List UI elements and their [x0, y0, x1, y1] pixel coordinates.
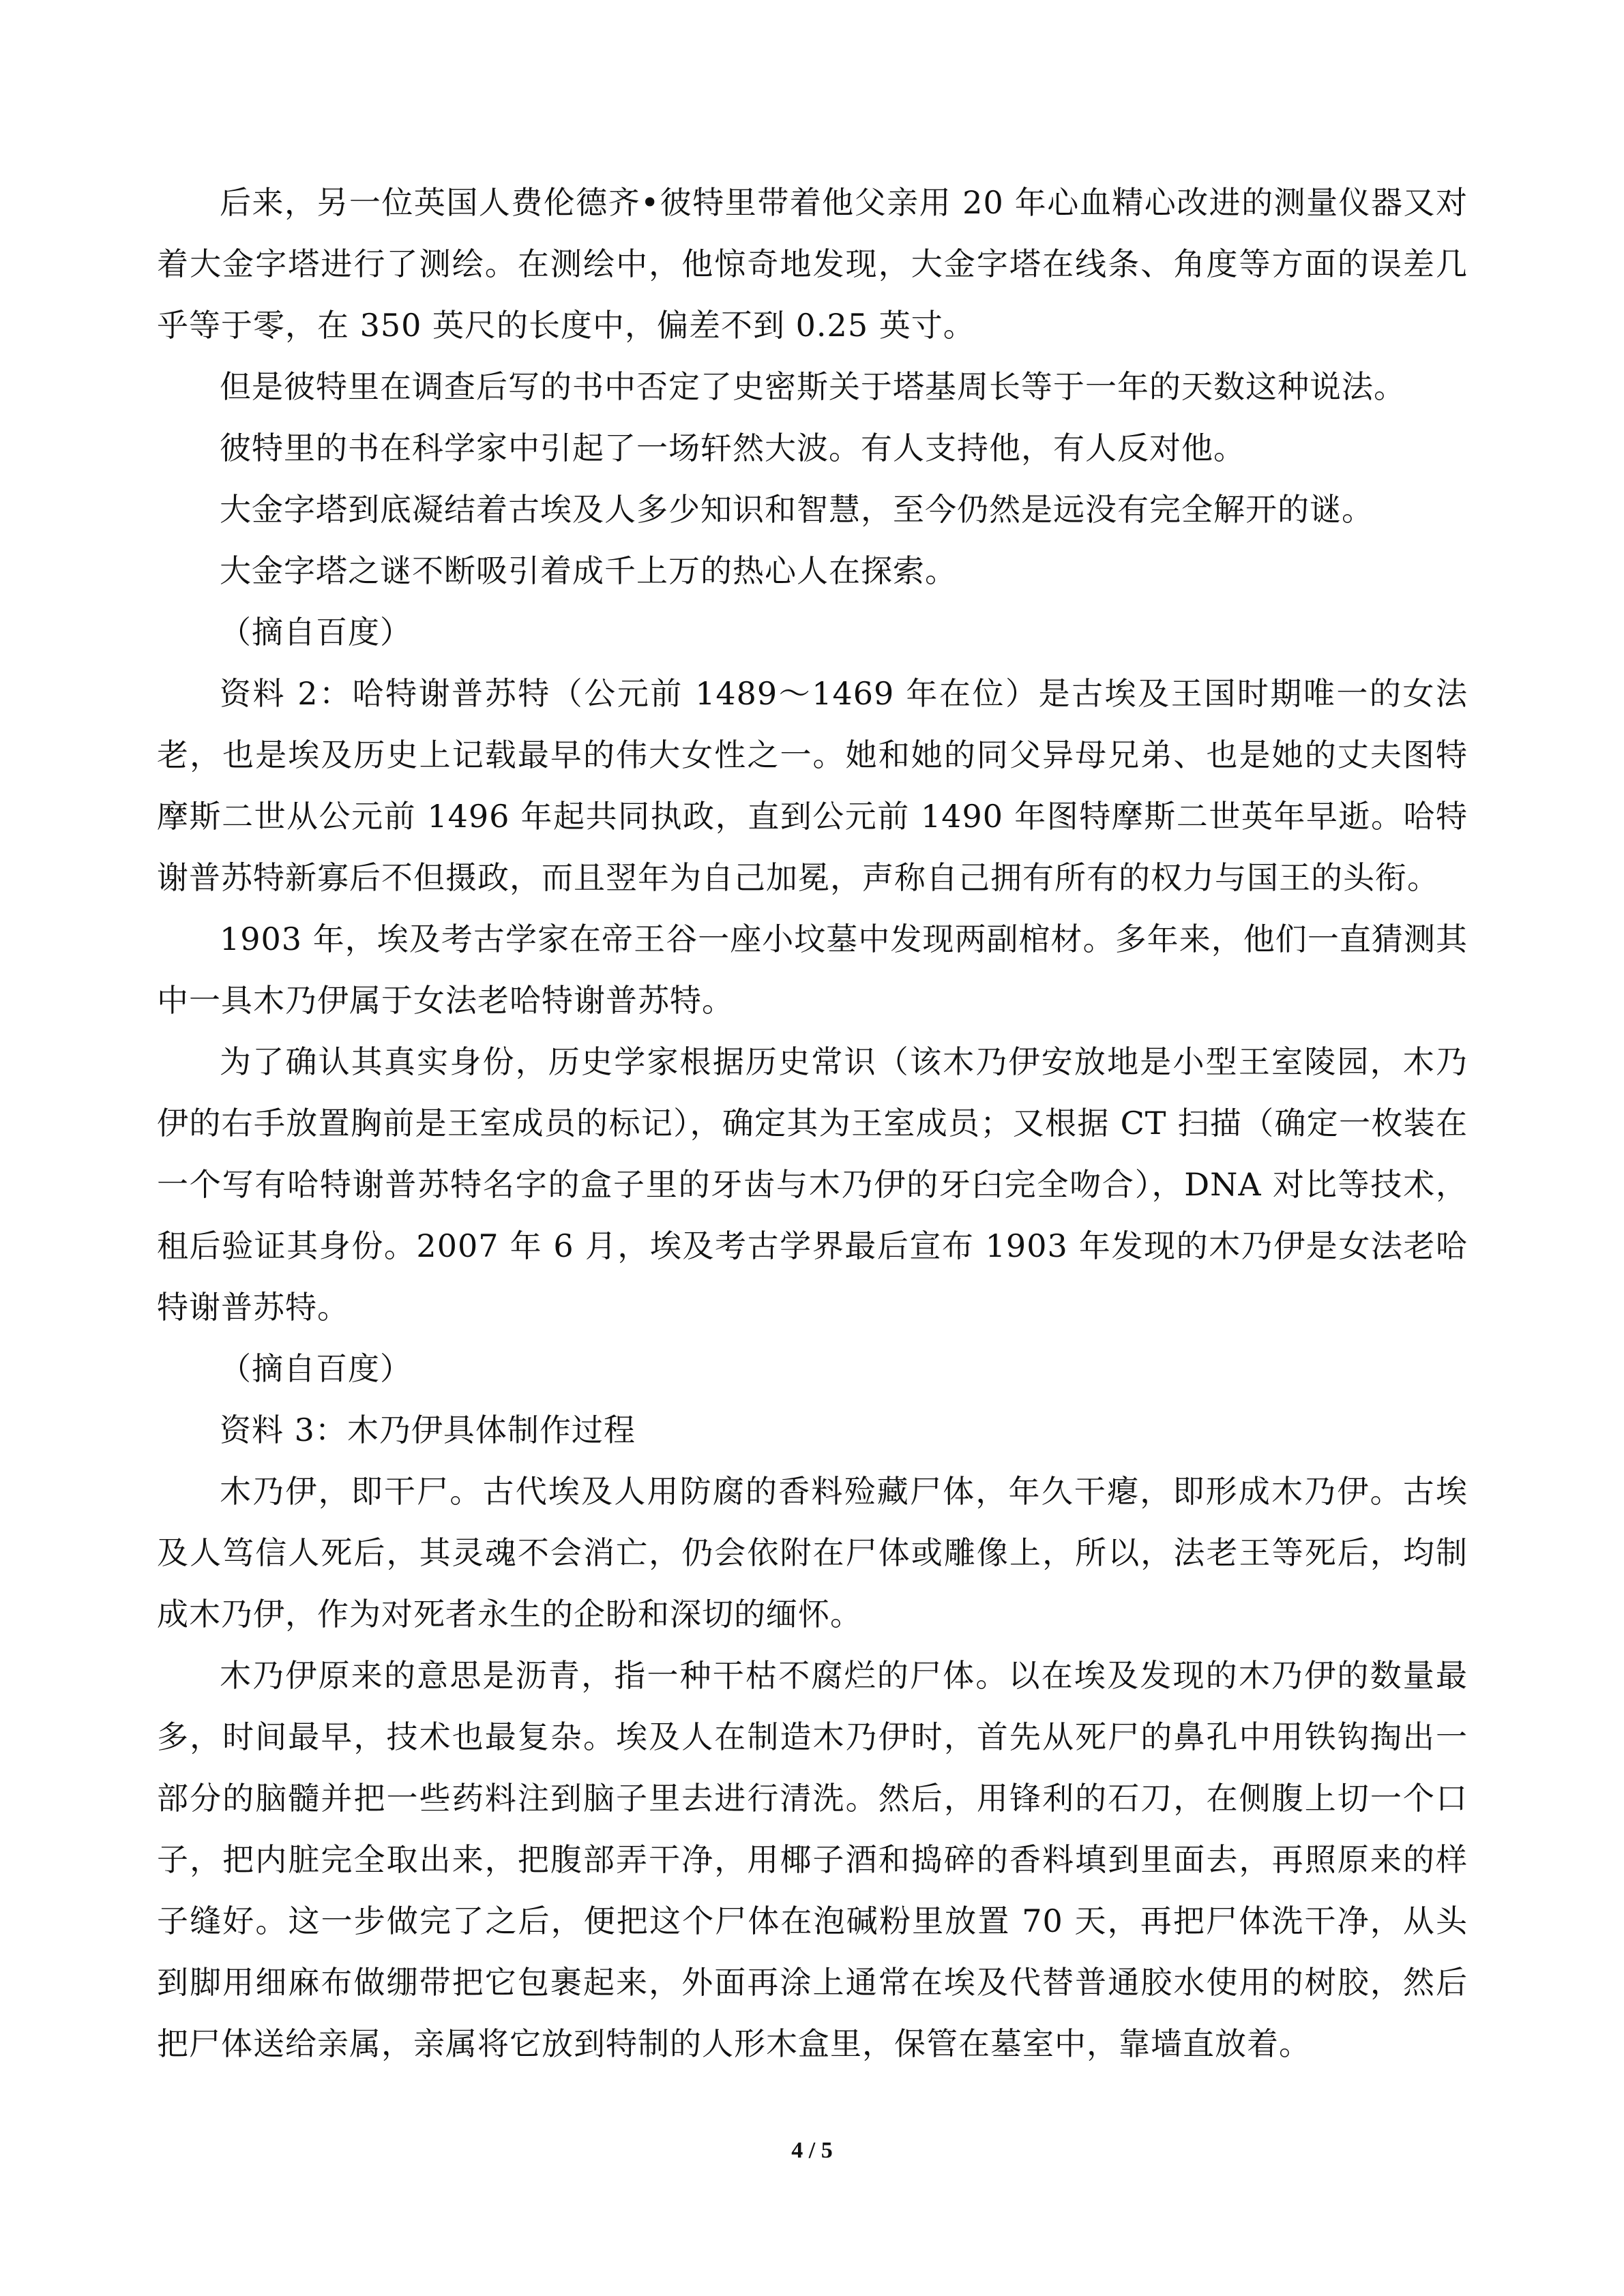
paragraph-pyramid-mystery: 大金字塔到底凝结着古埃及人多少知识和智慧，至今仍然是远没有完全解开的谜。 [220, 491, 1374, 528]
source-note-1: （摘自百度） [220, 614, 412, 651]
paragraph-mummy-process: 木乃伊原来的意思是沥青，指一种干枯不腐烂的尸体。以在埃及发现的木乃伊的数量最多，时间最早，技术也最复杂。埃及人在制造木乃伊时，首先从死尸的鼻孔中用铁钩掏出一部分的脑髓并把一些药料注到脑子里去进行清洗。然后，用锋利的石刀，在侧腹上切一个口子，把内脏完全取出来，把腹部弄干净，用椰子酒和捣碎的香料填到里面去，再照原来的样子缝好。这一步做完了之后，便把这个尸体在泡碱粉里放置 70 天，再把尸体洗干净，从头到脚用细麻布做绷带把它包裹起来，外面再涂上通常在埃及代替普通胶水使用的树胶，然后把尸体送给亲属，亲属将它放到特制的人形木盒里，保管在墓室中，靠墙直放着。 [157, 1657, 1468, 2062]
paragraph-petrie-survey: 后来，另一位英国人费伦德齐•彼特里带着他父亲用 20 年心血精心改进的测量仪器又对着大金字塔进行了测绘。在测绘中，他惊奇地发现，大金字塔在线条、角度等方面的误差几乎等于零，在 350 英尺的长度中，偏差不到 0.25 英寸。 [157, 184, 1468, 344]
paragraph-mummy-definition: 木乃伊，即干尸。古代埃及人用防腐的香料殓藏尸体，年久干瘪，即形成木乃伊。古埃及人笃信人死后，其灵魂不会消亡，仍会依附在尸体或雕像上，所以，法老王等死后，均制成木乃伊，作为对死者永生的企盼和深切的缅怀。 [157, 1473, 1468, 1632]
paragraph-pyramid-exploration: 大金字塔之谜不断吸引着成千上万的热心人在探索。 [220, 552, 957, 589]
paragraph-petrie-book: 但是彼特里在调查后写的书中否定了史密斯关于塔基周长等于一年的天数这种说法。 [220, 368, 1406, 405]
page-number: 4 / 5 [791, 2138, 833, 2163]
paragraph-material-2: 资料 2：哈特谢普苏特（公元前 1489～1469 年在位）是古埃及王国时期唯一的女法老，也是埃及历史上记载最早的伟大女性之一。她和她的同父异母兄弟、也是她的丈夫图特摩斯二世从公元前 1496 年起共同执政，直到公元前 1490 年图特摩斯二世英年早逝。哈特谢普苏特新寡后不但摄政，而且翌年为自己加冕，声称自己拥有所有的权力与国王的头衔。 [157, 675, 1468, 896]
heading-material-3: 资料 3：木乃伊具体制作过程 [220, 1412, 636, 1448]
document-body [157, 172, 1468, 2074]
paragraph-petrie-controversy: 彼特里的书在科学家中引起了一场轩然大波。有人支持他，有人反对他。 [220, 430, 1245, 466]
source-note-2: （摘自百度） [220, 1350, 412, 1387]
paragraph-identity-verification: 为了确认其真实身份，历史学家根据历史常识（该木乃伊安放地是小型王室陵园，木乃伊的右手放置胸前是王室成员的标记），确定其为王室成员；又根据 CT 扫描（确定一枚装在一个写有哈特谢普苏特名字的盒子里的牙齿与木乃伊的牙臼完全吻合），DNA 对比等技术，租后验证其身份。2007 年 6 月，埃及考古学界最后宣布 1903 年发现的木乃伊是女法老哈特谢普苏特。 [157, 1043, 1468, 1326]
paragraph-coffins-1903: 1903 年，埃及考古学家在帝王谷一座小坟墓中发现两副棺材。多年来，他们一直猜测其中一具木乃伊属于女法老哈特谢普苏特。 [157, 921, 1468, 1019]
